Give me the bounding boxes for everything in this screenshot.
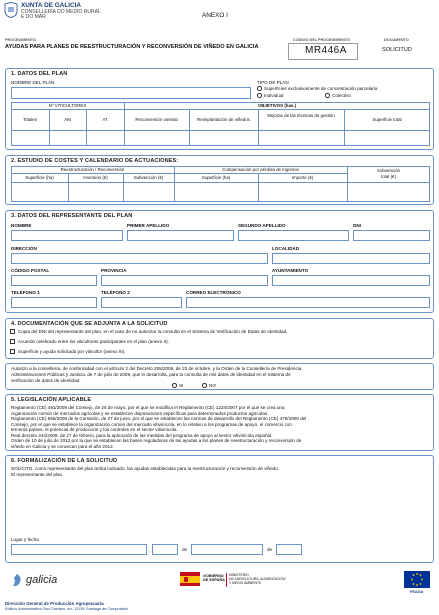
- section-title: 3. DATOS DEL REPRESENTANTE DEL PLAN: [11, 213, 133, 219]
- de-label-1: de: [182, 547, 188, 552]
- col-superficie-1: Superficie (ha): [25, 175, 54, 180]
- header-objetivos: OBJETIVOS (has.): [257, 103, 297, 108]
- auth-line-2: Administraciones Públicas y Justicia, de 7 de julio de 2009, que lo desarrolla, para la consulta de mis datos de identidad en el Sistema de: [11, 372, 291, 377]
- subvencion-total-1: Subvención: [377, 168, 400, 173]
- brand-line1: XUNTA DE GALICIA: [21, 2, 81, 9]
- proc-title: AYUDAS PARA PLANES DE REESTRUCTURACIÓN Y RECONVERSIÓN DE VIÑEDO EN GALICIA: [5, 44, 259, 50]
- col-totales: Totales: [23, 117, 37, 122]
- apellido2-input[interactable]: [238, 230, 349, 241]
- col-mejoras: Mejoras de las técnicas de gestión: [267, 113, 335, 118]
- ministerio-line2: DE AGRICULTURA, ALIMENTACIÓN: [229, 577, 286, 581]
- localidad-input[interactable]: [272, 253, 430, 264]
- leg-line: organización común de mercados agrícolas y se establecen disposiciones específicas para determinados productos agrícolas.: [11, 410, 269, 416]
- leg-line: Orden de 10 de julio de 2012 por la que se establecen las bases reguladoras de las ayudas a los planes de reestructuración y reconversión de: [11, 438, 302, 443]
- label-provincia: PROVINCIA: [101, 268, 127, 273]
- col-subvencion: Subvención (€): [133, 175, 164, 180]
- gobierno-line1: GOBIERNO: [203, 574, 224, 578]
- nombre-plan-input[interactable]: [11, 87, 251, 99]
- section-documentacion: [5, 318, 434, 359]
- subvencion-total-2: total (€): [381, 174, 396, 179]
- radio-si[interactable]: [172, 383, 177, 388]
- col-at: AT: [102, 117, 108, 122]
- annex-label: ANEXO I: [202, 12, 228, 19]
- radio-no-label: NO: [209, 383, 216, 388]
- col-importe: Importe (€): [291, 175, 314, 180]
- leg-line: Reglamento (CE) 491/2009 del Consejo, de 25 de mayo, por el que se modifica el Reglamento (CE) 1234/2007 por el que se crea una: [11, 405, 285, 410]
- grp-compensacion: Compensación por pérdida de ingresos: [222, 167, 299, 172]
- code-label: CÓDIGO DEL PROCEDIMIENTO: [293, 38, 351, 42]
- auth-line-1: Autorizo a la consellería, de conformidad con el artículo 2 del Decreto 255/2008, de 23 de octubre, y la Orden de la Consellería de Presidencia,: [11, 366, 303, 371]
- apellido1-input[interactable]: [127, 230, 234, 241]
- proc-label: PROCEDIMENTO: [5, 38, 36, 42]
- codigo-postal-input[interactable]: [11, 275, 97, 286]
- col-inversion: Inversión (€): [83, 175, 108, 180]
- label-apellido1: PRIMER APELLIDO: [127, 223, 170, 228]
- direccion-input[interactable]: [11, 253, 268, 264]
- de-label-2: de: [267, 547, 273, 552]
- doc-label: DOCUMENTO: [384, 38, 409, 42]
- radio-si-label: SI: [179, 383, 184, 388]
- section-datos-plan: [5, 68, 434, 150]
- label-telefono2: TELÉFONO 2: [101, 290, 130, 295]
- address-line2: Edificio Administrativo San Caetano, s/n, 15781 Santiago de Compostela: [5, 607, 128, 611]
- doc-item-1: Copia del DNI del representante del plan, en el caso de no autorizar la consulta en el Sistema de Verificación de Datos de Identidad.: [18, 329, 288, 334]
- lugar-fecha-label: Lugar y fecha: [11, 537, 39, 542]
- address-line1: Dirección General de Producción Agropecuaria: [5, 601, 104, 606]
- brand-line3: E DO MAR: [21, 14, 46, 20]
- leg-line: Reglamento (CE) 555/2008 de la Comisión, de 27 de junio, por el que se establecen las normas de desarrollo del Reglamento (CE) 479/2008 del: [11, 416, 307, 421]
- col-reconversion: Reconversión varietal: [135, 117, 178, 122]
- brand-line2: CONSELLERÍA DO MEDIO RURAL: [21, 9, 101, 15]
- ayuntamiento-input[interactable]: [272, 275, 430, 286]
- ministerio-line3: Y MEDIO AMBIENTE: [229, 581, 262, 585]
- label-nombre: NOMBRE: [11, 223, 32, 228]
- col-superficie-2: Superficie (ha): [201, 175, 231, 180]
- col-am: AM: [64, 117, 71, 122]
- section-formalizacion: [5, 455, 434, 563]
- section-title: 5. LEGISLACIÓN APLICABLE: [11, 397, 92, 403]
- leg-line: Consejo, por el que se establece la organización común del mercado vitivinícola, en lo relativo a los programas de apoyo, el comercio con: [11, 421, 292, 427]
- telefono1-input[interactable]: [11, 297, 97, 308]
- label-localidad: LOCALIDAD: [272, 246, 300, 251]
- tipo-plan-label: TIPO DE PLAN: [257, 80, 289, 85]
- label-codigo-postal: CÓDIGO POSTAL: [11, 268, 50, 273]
- header-n-viticultores: Nº VITICULTORES: [48, 103, 87, 108]
- dia-input[interactable]: [152, 544, 178, 555]
- radio-concentracion[interactable]: [257, 86, 262, 91]
- provincia-input[interactable]: [101, 275, 268, 286]
- section-legislacion: [5, 394, 434, 451]
- telefono2-input[interactable]: [101, 297, 182, 308]
- galicia-logo: [10, 571, 80, 591]
- comma-separator: ,: [149, 548, 151, 553]
- anio-input[interactable]: [276, 544, 302, 555]
- checkbox-superficie[interactable]: [10, 349, 15, 354]
- doc-item-2: Acuerdo celebrado entre los viticultores participantes en el plan (anexo II).: [18, 339, 169, 344]
- section-title: 4. DOCUMENTACIÓN QUE SE ADJUNTA A LA SOLICITUD: [11, 321, 168, 327]
- formal-line-2: El representante del plan.: [11, 472, 64, 477]
- section-costes: [5, 155, 434, 205]
- radio-colectivo-label: Colectivo: [332, 93, 351, 98]
- label-apellido2: SEGUNDO APELLIDO: [238, 223, 286, 228]
- section-title: 1. DATOS DEL PLAN: [11, 71, 68, 77]
- doc-item-3: Superficie y ayuda solicitada por viticultor (anexo III).: [18, 349, 126, 354]
- ministerio-line1: MINISTERIO: [229, 573, 249, 577]
- radio-individual-label: Individual: [264, 93, 284, 98]
- email-input[interactable]: [186, 297, 430, 308]
- leg-line: Real decreto 244/2009, de 27 de febrero, para la aplicación de las medidas del programa de apoyo al sector vitivinícola español.: [11, 432, 273, 438]
- col-reimplantacion: Reimplantación de viñedos: [197, 117, 250, 122]
- radio-individual[interactable]: [257, 93, 262, 98]
- mes-input[interactable]: [191, 544, 263, 555]
- leg-line: terceros países, el potencial de producción y los controles en el sector vitivinícola.: [11, 427, 178, 432]
- radio-concentracion-label: Superficies exclusivamente de concentración parcelaria: [264, 86, 378, 91]
- section-title: 2. ESTUDIO DE COSTES Y CALENDARIO DE ACTUACIONES:: [11, 158, 179, 164]
- spain-flag-icon: [180, 572, 200, 586]
- leg-line: viñedo en Galicia y se convocan para el año 2012.: [11, 443, 114, 449]
- label-dni: DNI: [353, 223, 361, 228]
- checkbox-acuerdo[interactable]: [10, 339, 15, 344]
- label-telefono1: TELÉFONO 1: [11, 290, 40, 295]
- galicia-wordmark: galicia: [26, 574, 58, 586]
- code-value: MR446A: [305, 45, 347, 56]
- radio-colectivo[interactable]: [325, 93, 330, 98]
- dni-input[interactable]: [353, 230, 430, 241]
- eu-flag-icon: [404, 571, 430, 588]
- gobierno-line2: DE ESPAÑA: [203, 578, 225, 582]
- section-title: 6. FORMALIZACIÓN DE LA SOLICITUD: [11, 458, 118, 464]
- section-autorizacion: [5, 363, 434, 390]
- auth-line-3: verificación de datos de identidad.: [11, 378, 81, 383]
- radio-no[interactable]: [202, 383, 207, 388]
- label-direccion: DIRECCIÓN: [11, 246, 37, 251]
- col-superficie-total: Superficie total: [372, 117, 402, 122]
- label-email: CORREO ELECTRÓNICO: [186, 290, 241, 295]
- checkbox-copia-dni[interactable]: [10, 329, 15, 334]
- lugar-input[interactable]: [11, 544, 147, 555]
- doc-value: SOLICITUD: [382, 47, 412, 53]
- grp-reestructuracion: Reestructuración / Reconversión: [60, 167, 125, 172]
- xunta-logo: [4, 2, 18, 18]
- divider: [226, 573, 227, 587]
- formal-line-1: SOLICITO, como representante del plan arriba indicado, las ayudas establecidas para la reestructuración y reconversión de viñedo.: [11, 466, 280, 471]
- nombre-plan-label: NOMBRE DEL PLAN: [11, 80, 55, 85]
- nombre-input[interactable]: [11, 230, 123, 241]
- label-ayuntamiento: AYUNTAMIENTO: [272, 268, 309, 273]
- feaga-label: FEAGA: [410, 590, 424, 594]
- section-representante: [5, 210, 434, 313]
